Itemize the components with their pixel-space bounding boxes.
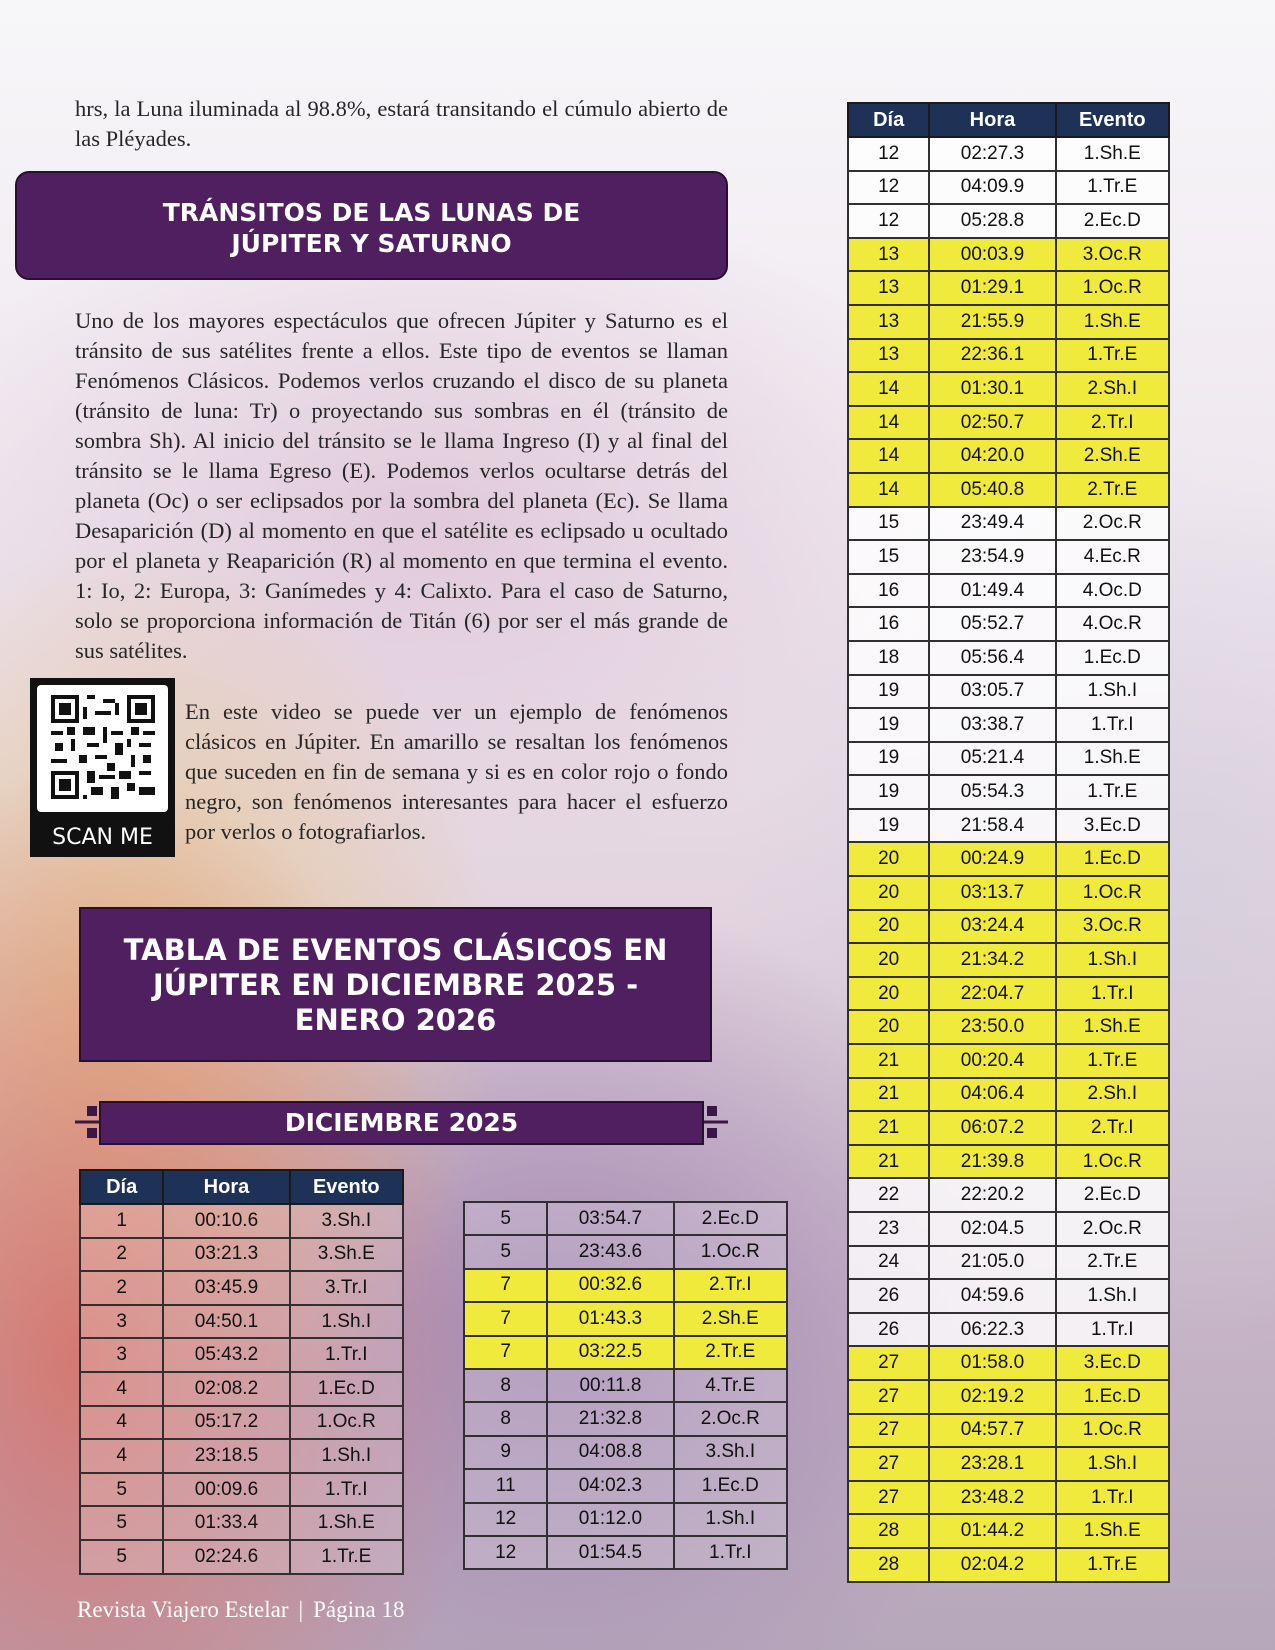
table-row: [848, 842, 1169, 876]
table-row: [464, 1202, 787, 1235]
cell-hora: 00:09.6: [163, 1473, 289, 1507]
qr-scan-label: SCAN ME: [52, 825, 153, 850]
table-row: [848, 809, 1169, 843]
cell-evento: 1.Sh.I: [1056, 1279, 1169, 1313]
cell-dia: 19: [848, 775, 929, 809]
cell-dia: 5: [464, 1235, 547, 1268]
table-row: [848, 574, 1169, 608]
header-dia: Día: [80, 1170, 163, 1204]
cell-evento: 3.Oc.R: [1056, 238, 1169, 272]
table-row: [848, 742, 1169, 776]
table-row: [464, 1235, 787, 1268]
cell-hora: 01:44.2: [929, 1514, 1055, 1548]
table-row: [848, 1279, 1169, 1313]
cell-hora: 00:20.4: [929, 1044, 1055, 1078]
table-row: [80, 1305, 403, 1339]
header-evento: Evento: [290, 1170, 403, 1204]
table-header-row: [80, 1170, 403, 1204]
section-banner-line2: JÚPITER Y SATURNO: [231, 229, 512, 258]
cell-hora: 05:54.3: [929, 775, 1055, 809]
cell-dia: 22: [848, 1178, 929, 1212]
cell-dia: 13: [848, 271, 929, 305]
table-row: [80, 1271, 403, 1305]
cell-evento: 3.Ec.D: [1056, 809, 1169, 843]
cell-hora: 22:20.2: [929, 1178, 1055, 1212]
cell-dia: 11: [464, 1469, 547, 1502]
cell-dia: 21: [848, 1111, 929, 1145]
cell-evento: 1.Oc.R: [674, 1235, 787, 1268]
cell-evento: 2.Tr.E: [1056, 1246, 1169, 1280]
cell-dia: 2: [80, 1238, 163, 1272]
cell-hora: 00:03.9: [929, 238, 1055, 272]
intro-paragraph: hrs, la Luna iluminada al 98.8%, estará transitando el cúmulo abierto de las Pléyades.: [75, 96, 728, 151]
cell-hora: 03:38.7: [929, 708, 1055, 742]
cell-dia: 5: [80, 1473, 163, 1507]
cell-hora: 03:45.9: [163, 1271, 289, 1305]
cell-evento: 4.Ec.R: [1056, 540, 1169, 574]
table-row: [848, 1346, 1169, 1380]
cell-hora: 23:54.9: [929, 540, 1055, 574]
table-row: [464, 1402, 787, 1435]
table-row: [848, 775, 1169, 809]
cell-evento: 1.Ec.D: [1056, 641, 1169, 675]
cell-evento: 1.Tr.I: [674, 1536, 787, 1569]
cell-dia: 19: [848, 675, 929, 709]
cell-hora: 21:39.8: [929, 1145, 1055, 1179]
cell-evento: 1.Sh.I: [1056, 675, 1169, 709]
cell-dia: 20: [848, 910, 929, 944]
cell-hora: 22:36.1: [929, 339, 1055, 373]
cell-hora: 05:52.7: [929, 607, 1055, 641]
cell-evento: 1.Oc.R: [1056, 1414, 1169, 1448]
table-row: [848, 675, 1169, 709]
cell-dia: 12: [848, 137, 929, 171]
cell-dia: 27: [848, 1481, 929, 1515]
cell-evento: 1.Tr.E: [1056, 339, 1169, 373]
table-row: [80, 1238, 403, 1272]
cell-dia: 14: [848, 372, 929, 406]
cell-dia: 4: [80, 1372, 163, 1406]
cell-evento: 2.Tr.I: [674, 1269, 787, 1302]
table-row: [464, 1336, 787, 1369]
table-row: [80, 1372, 403, 1406]
cell-hora: 21:05.0: [929, 1246, 1055, 1280]
table-row: [848, 171, 1169, 205]
cell-dia: 12: [848, 204, 929, 238]
table-row: [848, 540, 1169, 574]
cell-evento: 1.Oc.R: [1056, 271, 1169, 305]
table-row: [848, 977, 1169, 1011]
table-row: [848, 876, 1169, 910]
cell-dia: 2: [80, 1271, 163, 1305]
cell-dia: 7: [464, 1336, 547, 1369]
cell-dia: 5: [80, 1540, 163, 1574]
cell-evento: 2.Oc.R: [1056, 1212, 1169, 1246]
cell-dia: 27: [848, 1447, 929, 1481]
table-row: [80, 1540, 403, 1574]
cell-hora: 06:07.2: [929, 1111, 1055, 1145]
table-row: [848, 1044, 1169, 1078]
cell-evento: 1.Tr.E: [1056, 775, 1169, 809]
table-row: [464, 1436, 787, 1469]
cell-hora: 23:49.4: [929, 507, 1055, 541]
cell-hora: 01:12.0: [547, 1503, 673, 1536]
table-row: [848, 1447, 1169, 1481]
cell-dia: 3: [80, 1305, 163, 1339]
cell-hora: 03:54.7: [547, 1202, 673, 1235]
cell-evento: 1.Sh.I: [674, 1503, 787, 1536]
cell-evento: 1.Sh.E: [1056, 1010, 1169, 1044]
cell-dia: 20: [848, 943, 929, 977]
cell-evento: 1.Tr.E: [290, 1540, 403, 1574]
cell-evento: 1.Sh.I: [1056, 943, 1169, 977]
cell-dia: 13: [848, 339, 929, 373]
cell-dia: 20: [848, 876, 929, 910]
cell-evento: 1.Tr.I: [290, 1473, 403, 1507]
cell-dia: 20: [848, 842, 929, 876]
cell-dia: 20: [848, 977, 929, 1011]
header-hora: Hora: [163, 1170, 289, 1204]
table-row: [848, 910, 1169, 944]
table-row: [848, 372, 1169, 406]
cell-dia: 5: [80, 1506, 163, 1540]
cell-dia: 21: [848, 1044, 929, 1078]
table-row: [848, 1010, 1169, 1044]
cell-hora: 02:19.2: [929, 1380, 1055, 1414]
table-row: [848, 305, 1169, 339]
cell-dia: 9: [464, 1436, 547, 1469]
cell-dia: 5: [464, 1202, 547, 1235]
table-row: [80, 1473, 403, 1507]
cell-evento: 2.Ec.D: [674, 1202, 787, 1235]
cell-evento: 1.Oc.R: [290, 1406, 403, 1440]
header-hora: Hora: [929, 103, 1055, 137]
table-banner-line2: JÚPITER EN DICIEMBRE 2025 -: [152, 968, 639, 1002]
cell-dia: 3: [80, 1338, 163, 1372]
cell-dia: 28: [848, 1514, 929, 1548]
table-row: [848, 339, 1169, 373]
table-row: [464, 1269, 787, 1302]
cell-hora: 06:22.3: [929, 1313, 1055, 1347]
table-banner-line3: ENERO 2026: [294, 1003, 497, 1037]
cell-evento: 2.Ec.D: [1056, 1178, 1169, 1212]
table-row: [848, 507, 1169, 541]
cell-dia: 13: [848, 238, 929, 272]
cell-evento: 3.Oc.R: [1056, 910, 1169, 944]
cell-hora: 01:58.0: [929, 1346, 1055, 1380]
table-row: [848, 1548, 1169, 1582]
cell-evento: 4.Oc.D: [1056, 574, 1169, 608]
events-table-b: [463, 1201, 788, 1570]
cell-hora: 21:34.2: [929, 943, 1055, 977]
header-evento: Evento: [1056, 103, 1169, 137]
cell-dia: 4: [80, 1406, 163, 1440]
cell-evento: 4.Tr.E: [674, 1369, 787, 1402]
cell-evento: 1.Oc.R: [1056, 1145, 1169, 1179]
cell-hora: 04:02.3: [547, 1469, 673, 1502]
cell-dia: 26: [848, 1313, 929, 1347]
cell-dia: 14: [848, 439, 929, 473]
table-row: [848, 1514, 1169, 1548]
cell-hora: 01:33.4: [163, 1506, 289, 1540]
cell-evento: 2.Sh.I: [1056, 1078, 1169, 1112]
cell-hora: 23:18.5: [163, 1439, 289, 1473]
cell-hora: 02:50.7: [929, 406, 1055, 440]
cell-hora: 04:20.0: [929, 439, 1055, 473]
cell-hora: 05:40.8: [929, 473, 1055, 507]
cell-evento: 2.Tr.E: [1056, 473, 1169, 507]
cell-dia: 27: [848, 1346, 929, 1380]
cell-evento: 2.Tr.E: [674, 1336, 787, 1369]
cell-hora: 05:43.2: [163, 1338, 289, 1372]
cell-evento: 1.Sh.E: [1056, 742, 1169, 776]
cell-evento: 1.Sh.E: [1056, 137, 1169, 171]
table-row: [464, 1302, 787, 1335]
table-row: [80, 1338, 403, 1372]
cell-dia: 19: [848, 742, 929, 776]
cell-hora: 23:28.1: [929, 1447, 1055, 1481]
qr-code-icon: [51, 695, 155, 799]
events-table-a: [79, 1169, 404, 1575]
table-row: [848, 1078, 1169, 1112]
cell-evento: 3.Sh.E: [290, 1238, 403, 1272]
cell-hora: 02:04.5: [929, 1212, 1055, 1246]
table-row: [848, 1111, 1169, 1145]
cell-dia: 21: [848, 1145, 929, 1179]
cell-dia: 16: [848, 574, 929, 608]
table-row: [848, 204, 1169, 238]
cell-evento: 4.Oc.R: [1056, 607, 1169, 641]
cell-evento: 3.Tr.I: [290, 1271, 403, 1305]
cell-evento: 1.Sh.I: [290, 1305, 403, 1339]
cell-evento: 1.Ec.D: [1056, 842, 1169, 876]
cell-dia: 12: [464, 1536, 547, 1569]
cell-dia: 27: [848, 1380, 929, 1414]
cell-evento: 1.Sh.I: [1056, 1447, 1169, 1481]
cell-hora: 04:08.8: [547, 1436, 673, 1469]
cell-evento: 1.Sh.E: [1056, 1514, 1169, 1548]
cell-hora: 03:22.5: [547, 1336, 673, 1369]
table-row: [848, 1145, 1169, 1179]
cell-dia: 15: [848, 507, 929, 541]
cell-hora: 01:54.5: [547, 1536, 673, 1569]
section-banner-line1: TRÁNSITOS DE LAS LUNAS DE: [162, 198, 581, 227]
table-row: [848, 406, 1169, 440]
cell-evento: 1.Ec.D: [290, 1372, 403, 1406]
table-header-row: [848, 103, 1169, 137]
cell-hora: 05:21.4: [929, 742, 1055, 776]
cell-hora: 04:06.4: [929, 1078, 1055, 1112]
cell-hora: 04:50.1: [163, 1305, 289, 1339]
table-row: [848, 1212, 1169, 1246]
cell-hora: 21:32.8: [547, 1402, 673, 1435]
cell-dia: 7: [464, 1302, 547, 1335]
cell-evento: 1.Tr.E: [1056, 1548, 1169, 1582]
table-row: [848, 1414, 1169, 1448]
cell-hora: 02:27.3: [929, 137, 1055, 171]
section-banner: [15, 171, 728, 280]
cell-hora: 05:28.8: [929, 204, 1055, 238]
cell-hora: 01:49.4: [929, 574, 1055, 608]
table-row: [848, 1313, 1169, 1347]
cell-dia: 14: [848, 406, 929, 440]
cell-dia: 19: [848, 809, 929, 843]
cell-hora: 23:50.0: [929, 1010, 1055, 1044]
table-row: [848, 943, 1169, 977]
cell-dia: 26: [848, 1279, 929, 1313]
cell-dia: 16: [848, 607, 929, 641]
cell-hora: 01:30.1: [929, 372, 1055, 406]
cell-hora: 03:05.7: [929, 675, 1055, 709]
cell-evento: 2.Tr.I: [1056, 1111, 1169, 1145]
cell-evento: 1.Ec.D: [1056, 1380, 1169, 1414]
cell-evento: 3.Sh.I: [290, 1204, 403, 1238]
cell-dia: 15: [848, 540, 929, 574]
cell-evento: 3.Sh.I: [674, 1436, 787, 1469]
qr-code[interactable]: [30, 678, 175, 857]
table-row: [848, 708, 1169, 742]
cell-hora: 21:58.4: [929, 809, 1055, 843]
cell-evento: 1.Tr.I: [1056, 1481, 1169, 1515]
cell-evento: 2.Sh.E: [1056, 439, 1169, 473]
cell-dia: 4: [80, 1439, 163, 1473]
table-row: [848, 473, 1169, 507]
header-dia: Día: [848, 103, 929, 137]
cell-hora: 01:29.1: [929, 271, 1055, 305]
body-paragraph: Uno de los mayores espectáculos que ofrecen Júpiter y Saturno es el tránsito de sus satélites frente a ellos. Este tipo de eventos se llaman Fenómenos Clásicos. Podemos verlos cruzando el disco de su planeta (tránsito de luna: Tr) o proyectando sus sombras en él (tránsito de sombra Sh). Al inicio del tránsito se le llama Ingreso (I) y al final del tránsito se le llama Egreso (E). Podemos verlos ocultarse detrás del planeta (Oc) o ser eclipsados por la sombra del planeta (Ec). Se llama Desaparición (D) al momento en que el satélite es eclipsado u ocultado por el planeta y Reaparición (R) al momento en que termina el evento. 1: Io, 2: Europa, 3: Ganímedes y 4: Calixto. Para el caso de Saturno, solo se proporciona información de Titán (6) por ser el más grande de sus satélites.: [75, 308, 728, 663]
table-row: [848, 439, 1169, 473]
cell-hora: 23:43.6: [547, 1235, 673, 1268]
month-banner: DICIEMBRE 2025: [99, 1101, 704, 1145]
cell-dia: 14: [848, 473, 929, 507]
cell-evento: 2.Tr.I: [1056, 406, 1169, 440]
events-table-main: [847, 102, 1170, 1583]
cell-dia: 20: [848, 1010, 929, 1044]
video-paragraph: En este video se puede ver un ejemplo de fenómenos clásicos en Júpiter. En amarillo se resaltan los fenómenos que suceden en fin de semana y si es en color rojo o fondo negro, son fenómenos interesantes para hacer el esfuerzo por verlos o fotografiarlos.: [185, 699, 728, 844]
table-row: [464, 1369, 787, 1402]
cell-hora: 05:17.2: [163, 1406, 289, 1440]
footer-magazine: Revista Viajero Estelar: [77, 1597, 289, 1622]
cell-evento: 1.Sh.E: [1056, 305, 1169, 339]
cell-hora: 01:43.3: [547, 1302, 673, 1335]
footer-separator: |: [298, 1597, 304, 1622]
cell-evento: 1.Tr.I: [1056, 1313, 1169, 1347]
cell-hora: 04:59.6: [929, 1279, 1055, 1313]
cell-evento: 1.Ec.D: [674, 1469, 787, 1502]
cell-hora: 02:08.2: [163, 1372, 289, 1406]
table-row: [848, 238, 1169, 272]
cell-dia: 27: [848, 1414, 929, 1448]
cell-evento: 1.Tr.E: [1056, 171, 1169, 205]
cell-dia: 8: [464, 1369, 547, 1402]
cell-evento: 2.Sh.E: [674, 1302, 787, 1335]
page-footer: [77, 1597, 404, 1623]
cell-hora: 00:11.8: [547, 1369, 673, 1402]
cell-dia: 19: [848, 708, 929, 742]
table-row: [80, 1406, 403, 1440]
table-row: [80, 1506, 403, 1540]
cell-hora: 23:48.2: [929, 1481, 1055, 1515]
cell-evento: 3.Ec.D: [1056, 1346, 1169, 1380]
cell-hora: 05:56.4: [929, 641, 1055, 675]
cell-evento: 1.Sh.I: [290, 1439, 403, 1473]
cell-dia: 21: [848, 1078, 929, 1112]
cell-hora: 00:10.6: [163, 1204, 289, 1238]
cell-hora: 04:09.9: [929, 171, 1055, 205]
cell-hora: 03:21.3: [163, 1238, 289, 1272]
cell-dia: 8: [464, 1402, 547, 1435]
table-row: [848, 1246, 1169, 1280]
cell-dia: 1: [80, 1204, 163, 1238]
table-row: [464, 1503, 787, 1536]
cell-evento: 1.Tr.I: [1056, 977, 1169, 1011]
cell-evento: 2.Ec.D: [1056, 204, 1169, 238]
cell-hora: 03:13.7: [929, 876, 1055, 910]
cell-evento: 1.Tr.I: [290, 1338, 403, 1372]
table-row: [848, 137, 1169, 171]
cell-evento: 2.Oc.R: [1056, 507, 1169, 541]
table-row: [848, 1380, 1169, 1414]
table-row: [848, 1481, 1169, 1515]
table-row: [848, 1178, 1169, 1212]
cell-dia: 18: [848, 641, 929, 675]
cell-evento: 1.Oc.R: [1056, 876, 1169, 910]
cell-hora: 02:04.2: [929, 1548, 1055, 1582]
cell-dia: 7: [464, 1269, 547, 1302]
cell-evento: 1.Tr.I: [1056, 708, 1169, 742]
cell-dia: 12: [848, 171, 929, 205]
cell-dia: 13: [848, 305, 929, 339]
cell-hora: 03:24.4: [929, 910, 1055, 944]
cell-evento: 1.Tr.E: [1056, 1044, 1169, 1078]
cell-dia: 24: [848, 1246, 929, 1280]
footer-page-number: Página 18: [313, 1597, 405, 1622]
table-row: [80, 1439, 403, 1473]
table-row: [848, 641, 1169, 675]
cell-dia: 28: [848, 1548, 929, 1582]
cell-evento: 2.Oc.R: [674, 1402, 787, 1435]
cell-hora: 04:57.7: [929, 1414, 1055, 1448]
cell-hora: 02:24.6: [163, 1540, 289, 1574]
table-row: [464, 1469, 787, 1502]
cell-dia: 12: [464, 1503, 547, 1536]
cell-evento: 1.Sh.E: [290, 1506, 403, 1540]
cell-hora: 00:24.9: [929, 842, 1055, 876]
table-row: [848, 271, 1169, 305]
table-row: [848, 607, 1169, 641]
cell-hora: 00:32.6: [547, 1269, 673, 1302]
table-row: [80, 1204, 403, 1238]
cell-evento: 2.Sh.I: [1056, 372, 1169, 406]
cell-dia: 23: [848, 1212, 929, 1246]
table-row: [464, 1536, 787, 1569]
table-banner: [79, 907, 712, 1062]
cell-hora: 21:55.9: [929, 305, 1055, 339]
cell-hora: 22:04.7: [929, 977, 1055, 1011]
table-banner-line1: TABLA DE EVENTOS CLÁSICOS EN: [123, 933, 668, 967]
